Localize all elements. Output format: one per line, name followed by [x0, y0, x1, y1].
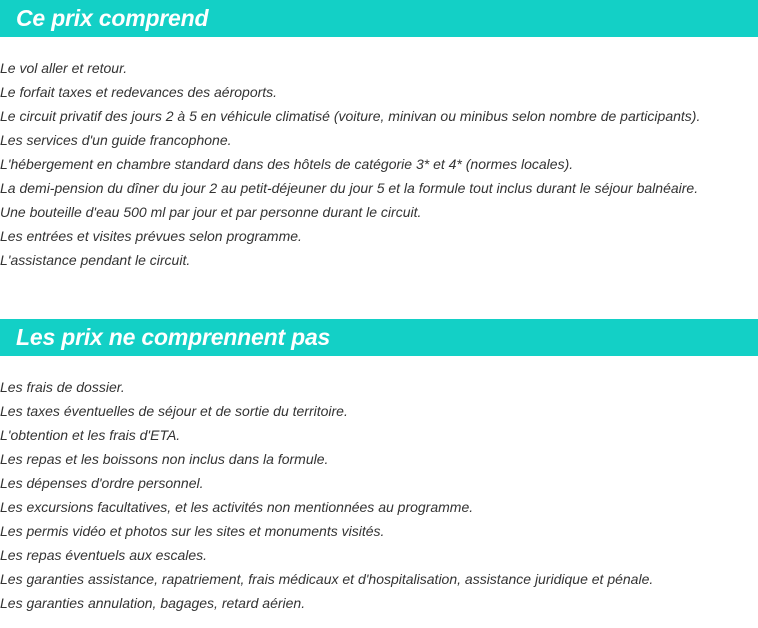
- price-includes-list: [0, 56, 700, 272]
- list-item: L'obtention et les frais d'ETA.: [0, 427, 181, 443]
- list-item: Les garanties assistance, rapatriement, frais médicaux et d'hospitalisation, assistance juridique et pénale.: [0, 571, 654, 587]
- list-item: Les dépenses d'ordre personnel.: [0, 475, 204, 491]
- list-item: Les repas et les boissons non inclus dans la formule.: [0, 451, 329, 467]
- list-item: Le circuit privatif des jours 2 à 5 en véhicule climatisé (voiture, minivan ou minibus selon nombre de participants).: [0, 108, 701, 124]
- list-item: Les permis vidéo et photos sur les sites et monuments visités.: [0, 523, 385, 539]
- list-item: Le vol aller et retour.: [0, 60, 128, 76]
- price-includes-title: Ce prix comprend: [16, 5, 209, 31]
- list-item: Les frais de dossier.: [0, 379, 125, 395]
- price-excludes-header: [0, 319, 758, 356]
- price-excludes-section: [0, 319, 758, 611]
- list-item: La demi-pension du dîner du jour 2 au petit-déjeuner du jour 5 et la formule tout inclus durant le séjour balnéaire.: [0, 180, 699, 196]
- list-item: Les services d'un guide francophone.: [0, 132, 232, 148]
- list-item: Les repas éventuels aux escales.: [0, 547, 208, 563]
- price-includes-header: [0, 0, 758, 37]
- list-item: Les entrées et visites prévues selon programme.: [0, 228, 302, 244]
- price-includes-section: [0, 0, 758, 268]
- price-excludes-list: [0, 375, 653, 615]
- price-excludes-title: Les prix ne comprennent pas: [16, 324, 331, 350]
- list-item: Les excursions facultatives, et les activités non mentionnées au programme.: [0, 499, 474, 515]
- list-item: Les garanties annulation, bagages, retard aérien.: [0, 595, 306, 611]
- list-item: Le forfait taxes et redevances des aéroports.: [0, 84, 278, 100]
- list-item: L'assistance pendant le circuit.: [0, 252, 191, 268]
- list-item: L'hébergement en chambre standard dans des hôtels de catégorie 3* et 4* (normes locales).: [0, 156, 574, 172]
- list-item: Les taxes éventuelles de séjour et de sortie du territoire.: [0, 403, 348, 419]
- list-item: Une bouteille d'eau 500 ml par jour et par personne durant le circuit.: [0, 204, 422, 220]
